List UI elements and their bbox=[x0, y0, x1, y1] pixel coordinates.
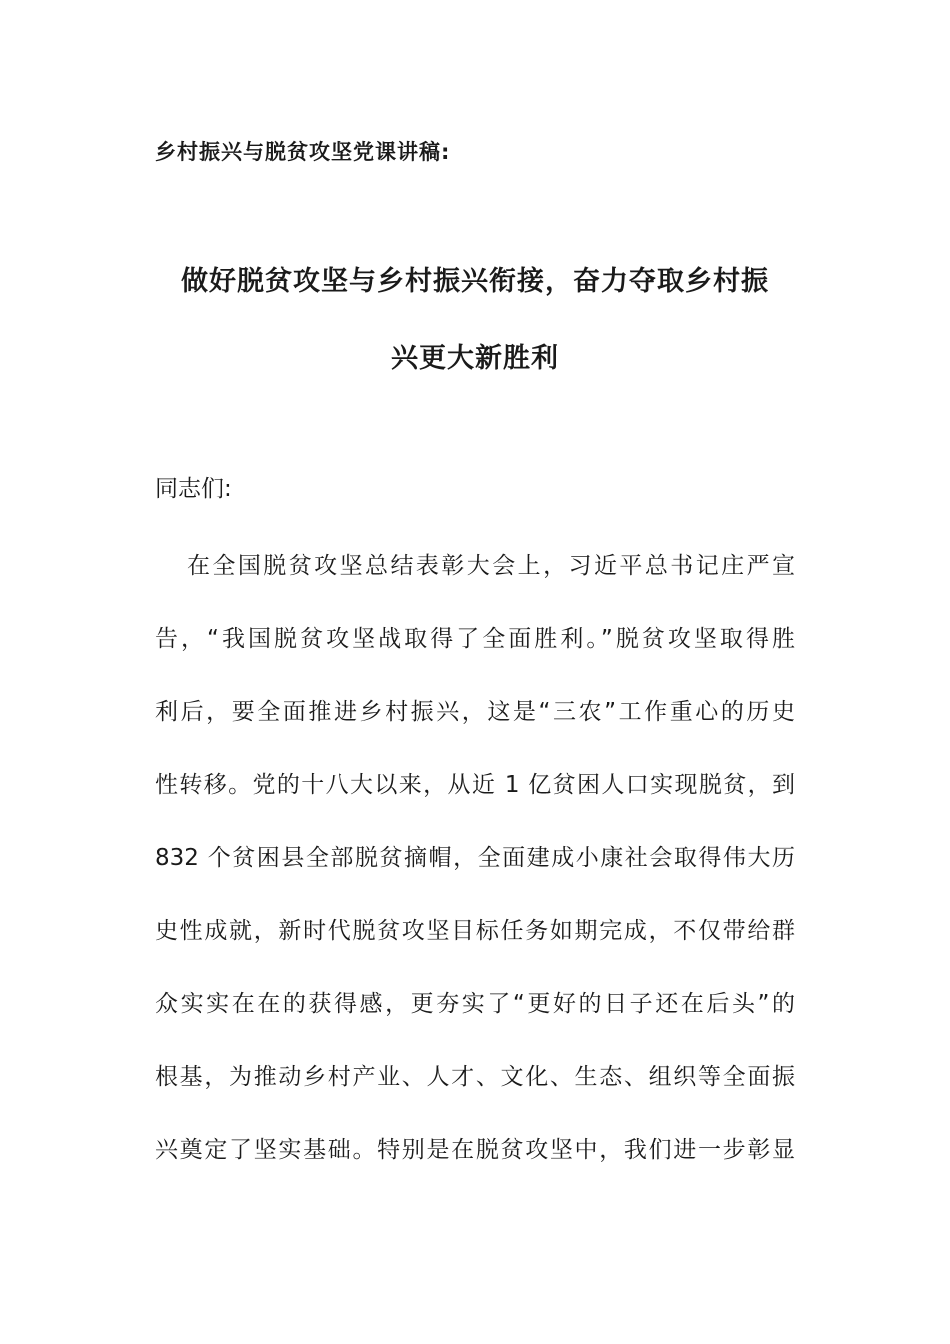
body-line: 史性成就，新时代脱贫攻坚目标任务如期完成，不仅带给群 bbox=[155, 918, 795, 944]
body-line: 在全国脱贫攻坚总结表彰大会上，习近平总书记庄严宣 bbox=[187, 553, 795, 579]
body-line: 利后，要全面推进乡村振兴，这是“三农”工作重心的历史 bbox=[155, 699, 795, 725]
document-title-line-2: 兴更大新胜利 bbox=[391, 343, 559, 374]
body-line: 兴奠定了坚实基础。特别是在脱贫攻坚中，我们进一步彰显 bbox=[155, 1137, 795, 1163]
body-line: 根基，为推动乡村产业、人才、文化、生态、组织等全面振 bbox=[155, 1064, 795, 1090]
body-line: 832 个贫困县全部脱贫摘帽，全面建成小康社会取得伟大历 bbox=[155, 845, 795, 871]
body-line: 众实实在在的获得感，更夯实了“更好的日子还在后头”的 bbox=[155, 991, 795, 1017]
greeting: 同志们: bbox=[155, 476, 232, 502]
body-line: 告，“我国脱贫攻坚战取得了全面胜利。”脱贫攻坚取得胜 bbox=[155, 626, 795, 652]
document-subject: 乡村振兴与脱贫攻坚党课讲稿: bbox=[155, 140, 451, 164]
document-title-line-1: 做好脱贫攻坚与乡村振兴衔接，奋力夺取乡村振 bbox=[181, 266, 769, 297]
body-paragraph bbox=[155, 530, 795, 1187]
body-line: 性转移。党的十八大以来，从近 1 亿贫困人口实现脱贫，到 bbox=[155, 772, 795, 798]
